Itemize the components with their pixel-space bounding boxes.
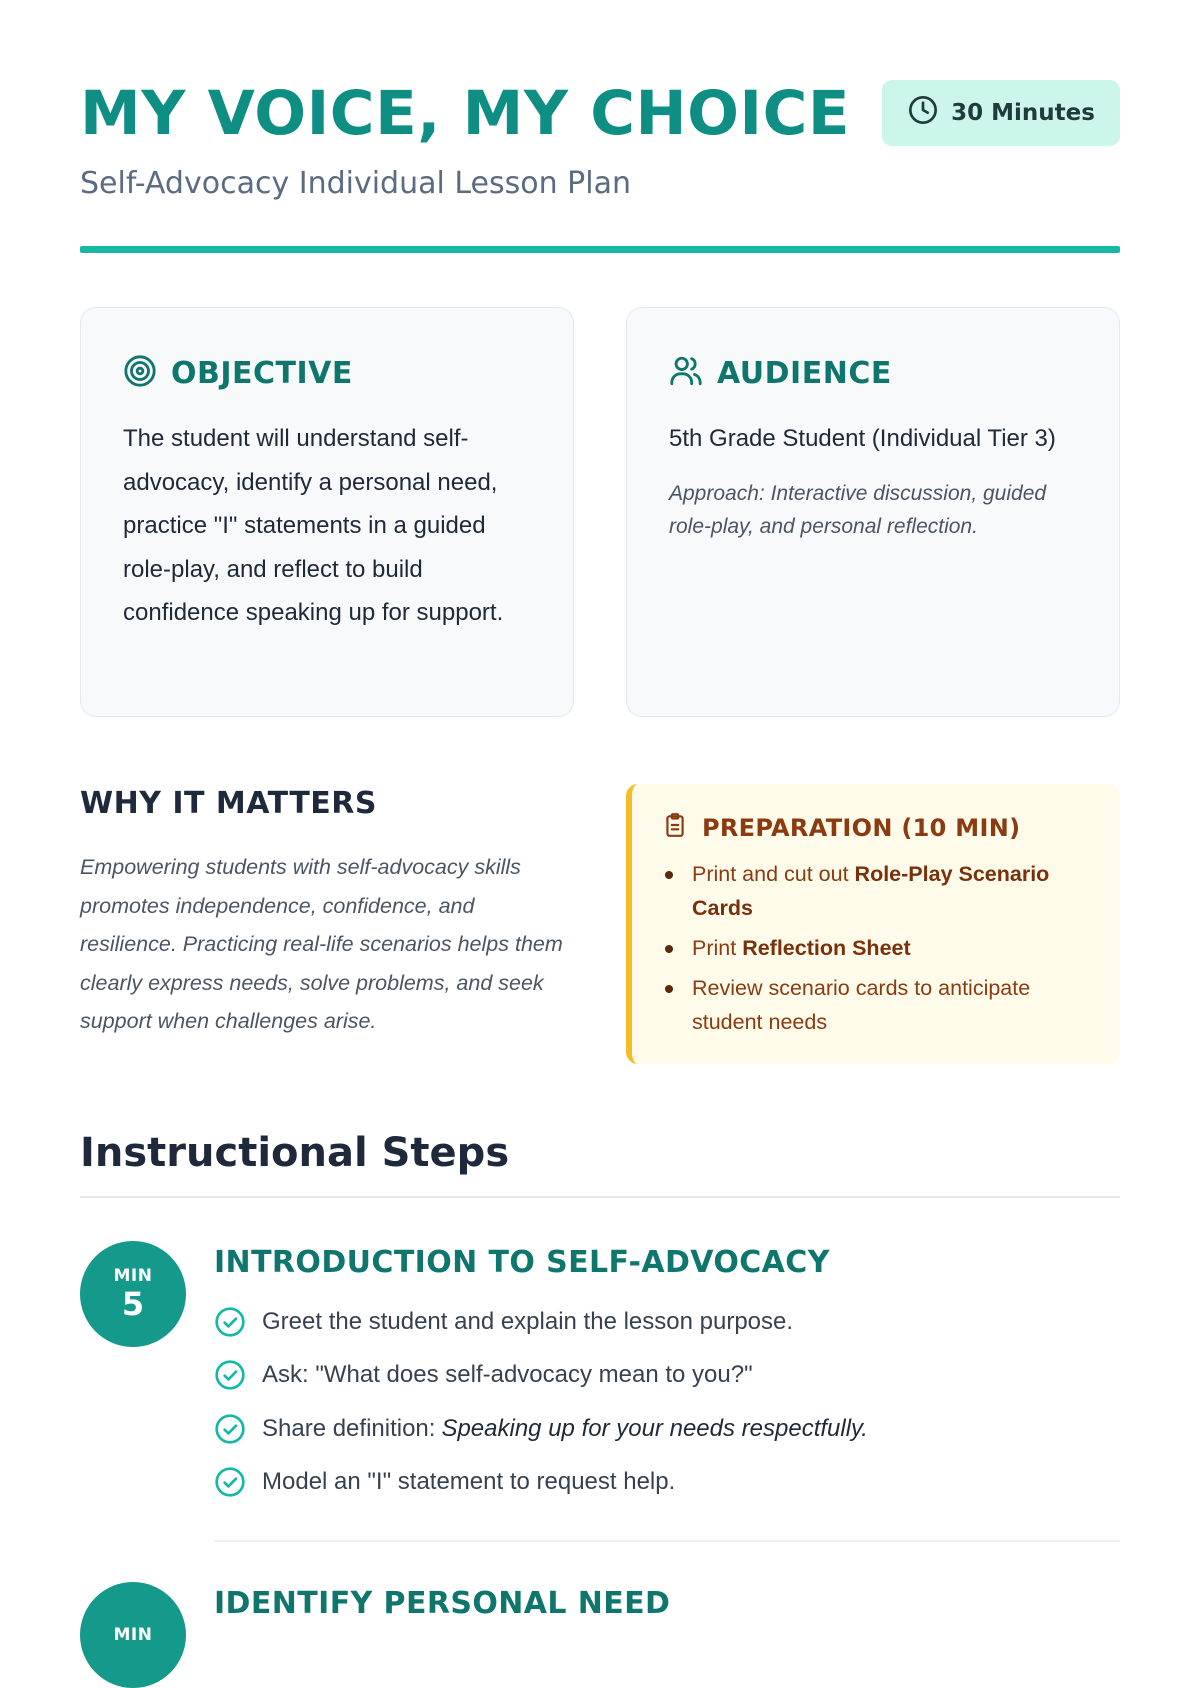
preparation-item: Review scenario cards to anticipate student needs: [662, 971, 1090, 1039]
step-checklist-item: Ask: "What does self-advocacy mean to you?": [214, 1349, 1120, 1403]
step-checklist-item: Model an "I" statement to request help.: [214, 1456, 1120, 1510]
clipboard-icon: [662, 812, 688, 843]
step-duration-badge: MIN 5: [80, 1241, 186, 1347]
page-subtitle: Self-Advocacy Individual Lesson Plan: [80, 166, 632, 201]
preparation-box: [626, 784, 1120, 1064]
preparation-item: Print Reflection Sheet: [662, 931, 1090, 965]
clock-icon: [907, 94, 939, 132]
objective-title: OBJECTIVE: [171, 356, 353, 391]
check-circle-icon: [214, 1306, 246, 1338]
preparation-title: PREPARATION (10 MIN): [702, 813, 1021, 842]
why-it-matters-text: Empowering students with self-advocacy skills promotes independence, confidence, and resilience. Practicing real-life scenarios helps them clearly express needs, solve problems, and seek support when challenges arise.: [80, 855, 563, 1033]
header-divider: [80, 246, 1120, 253]
audience-title: AUDIENCE: [717, 356, 892, 391]
step-checklist-item: Share definition: Speaking up for your needs respectfully.: [214, 1402, 1120, 1456]
step-divider: [214, 1540, 1120, 1542]
preparation-item: Print and cut out Role-Play Scenario Cards: [662, 857, 1090, 925]
step-title: INTRODUCTION TO SELF-ADVOCACY: [214, 1245, 830, 1280]
check-circle-icon: [214, 1466, 246, 1498]
step-checklist-item: Greet the student and explain the lesson purpose.: [214, 1295, 1120, 1349]
audience-card: [626, 307, 1120, 717]
check-circle-icon: [214, 1359, 246, 1391]
duration-label: 30 Minutes: [951, 100, 1095, 126]
preparation-list: [662, 857, 1090, 1039]
step-duration-badge: MIN: [80, 1582, 186, 1688]
users-icon: [669, 354, 703, 393]
objective-text: The student will understand self-advocacy, identify a personal need, practice "I" statements in a guided role-play, and reflect to build confidence speaking up for support.: [123, 425, 504, 626]
target-icon: [123, 354, 157, 393]
objective-card: [80, 307, 574, 717]
step-title: IDENTIFY PERSONAL NEED: [214, 1586, 671, 1621]
steps-divider: [80, 1196, 1120, 1198]
lesson-plan-page: [80, 0, 1120, 1645]
why-it-matters-heading: WHY IT MATTERS: [80, 786, 377, 821]
audience-text: 5th Grade Student (Individual Tier 3): [669, 425, 1056, 452]
duration-badge: [882, 80, 1120, 146]
check-circle-icon: [214, 1413, 246, 1445]
instructional-steps-heading: Instructional Steps: [80, 1130, 510, 1176]
approach-note: Approach: Interactive discussion, guided role-play, and personal reflection.: [669, 481, 1047, 538]
page-title: MY VOICE, MY CHOICE: [80, 78, 851, 149]
